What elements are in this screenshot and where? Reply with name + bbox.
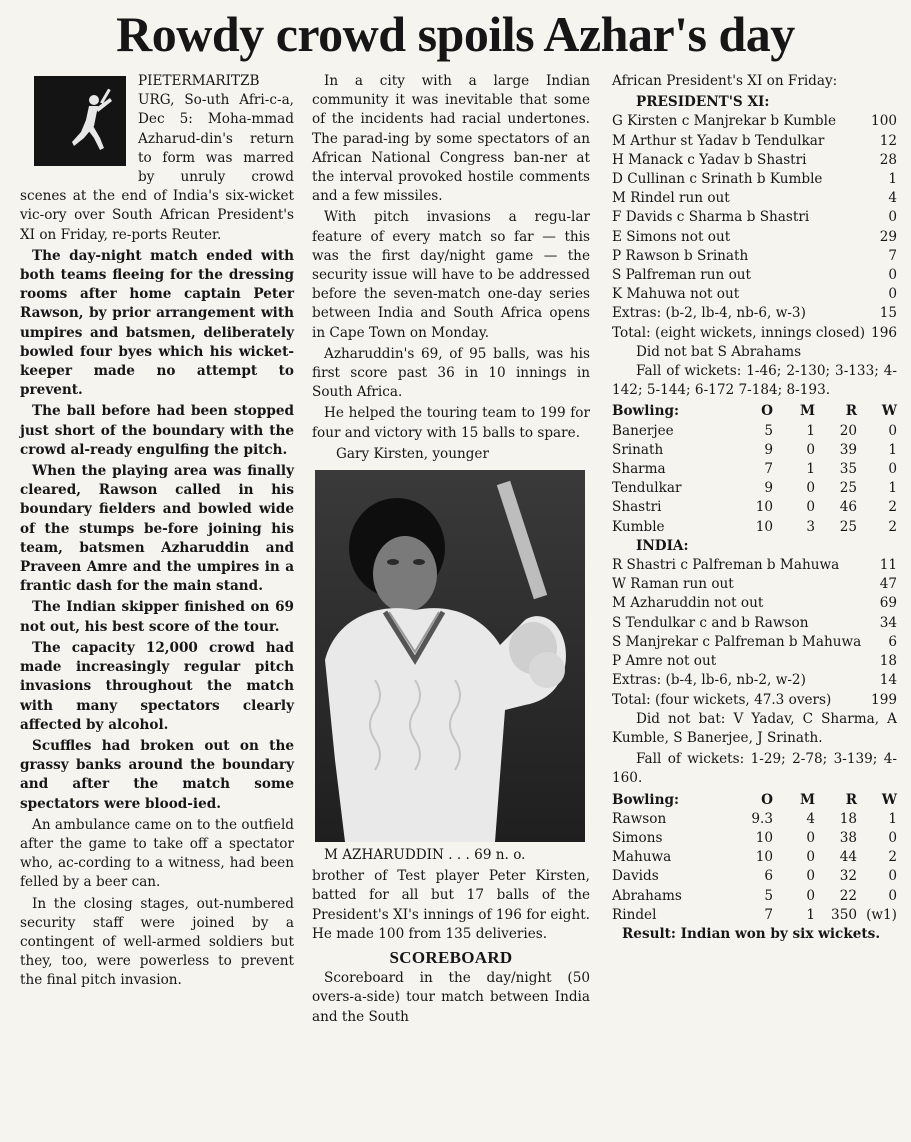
batting-entry: F Davids c Sharma b Shastri (612, 209, 810, 226)
batting-line (612, 247, 897, 266)
article-column-1 (20, 72, 294, 993)
batting-entry: Total: (four wickets, 47.3 overs) (612, 691, 832, 708)
batting-line (612, 189, 897, 208)
bowling-figure: 2 (888, 499, 897, 516)
article-paragraph: brother of Test player Peter Kirsten, batted for all but 17 balls of the President's XI's innings of 196 for eight. He made 100 from 135 deliveries. (312, 868, 590, 942)
bowling-figure: 7 (764, 906, 773, 923)
bowler-name: Abrahams (612, 887, 682, 904)
bowling-figure: 1 (806, 461, 815, 478)
bowler-name: Shastri (612, 499, 662, 516)
scoreboard-heading: SCOREBOARD (389, 948, 513, 968)
article-paragraph: In a city with a large Indian community it was inevitable that some of the incidents had racial undertones. The parad-ing by some spectators of an African National Congress ban-ner at the interval provoked hostile comments and a few missiles. (312, 73, 590, 205)
azharuddin-photo (315, 470, 585, 842)
presidents-xi-heading: PRESIDENT'S XI: (636, 94, 770, 111)
bowling-row (612, 906, 897, 925)
bowling-label: Bowling: (612, 791, 679, 808)
bowling-row (612, 441, 897, 460)
article-paragraph: Scuffles had broken out on the grassy banks around the boundary and after the match some spectators were blood-ied. (20, 737, 294, 812)
bowler-name: Simons (612, 829, 663, 846)
batting-entry: M Arthur st Yadav b Tendulkar (612, 132, 825, 149)
bowling-row (612, 867, 897, 886)
article-paragraph: PIETERMARITZB URG, So-uth Afri-c-a, Dec 5: Moha-mmad Azharud-din's return to form was marred by unruly crowd scenes at the end of India's six-wicket vic-ory over South African President's XI on Friday, re-ports Reuter. (20, 73, 294, 243)
bowling-figure: 1 (888, 480, 897, 497)
bowling-row (612, 848, 897, 867)
presidents-bowling-table (612, 791, 897, 925)
article-paragraph: The Indian skipper finished on 69 not out, his best score of the tour. (20, 599, 294, 635)
bowling-row (612, 460, 897, 479)
batting-score: 199 (871, 691, 897, 708)
bowling-figure: 4 (806, 810, 815, 827)
batting-score: 6 (888, 633, 897, 650)
bowling-column-header: R (845, 403, 857, 420)
article-paragraph: In the closing stages, out-numbered security staff were joined by a contingent of well-armed soldiers but they, too, were powerless to prevent the final pitch invasion. (20, 895, 294, 989)
bowling-figure: 2 (888, 518, 897, 535)
bowling-figure: 0 (806, 499, 815, 516)
batting-entry: S Tendulkar c and b Rawson (612, 614, 809, 631)
scoreboard-intro-continued: African President's XI on Friday: (612, 73, 838, 89)
bowling-row (612, 422, 897, 441)
bowling-figure: 5 (764, 887, 773, 904)
batting-line (612, 652, 897, 671)
batting-score: 0 (888, 286, 897, 303)
batting-line (612, 266, 897, 285)
batting-line (612, 575, 897, 594)
bowling-column-header: W (881, 791, 897, 808)
article-paragraph: Azharuddin's 69, of 95 balls, was his first score past 36 in 10 innings in South Africa. (312, 345, 590, 401)
bowler-name: Kumble (612, 518, 665, 535)
bowling-figure: 0 (888, 829, 897, 846)
batting-score: 11 (879, 557, 897, 574)
batting-line (612, 324, 897, 343)
headline: Rowdy crowd spoils Azhar's day (116, 6, 795, 62)
bowling-figure: 9 (764, 441, 773, 458)
bowling-figure: 10 (755, 499, 773, 516)
batting-line (612, 633, 897, 652)
batting-score: 28 (879, 151, 897, 168)
batting-score: 34 (879, 614, 897, 631)
match-result: Result: Indian won by six wickets. (622, 925, 881, 942)
bowler-name: Rawson (612, 810, 667, 827)
bowling-figure: 46 (839, 499, 857, 516)
bowling-figure: 0 (806, 829, 815, 846)
bowling-column-header: M (799, 403, 815, 420)
batting-line (612, 671, 897, 690)
batting-line (612, 228, 897, 247)
bowler-name: Rindel (612, 906, 657, 923)
batting-score: 0 (888, 209, 897, 226)
batting-line (612, 691, 897, 710)
batting-entry: S Manjrekar c Palfreman b Mahuwa (612, 633, 862, 650)
batting-line (612, 112, 897, 131)
bowler-name: Tendulkar (612, 480, 682, 497)
batting-entry: E Simons not out (612, 228, 731, 245)
batting-entry: G Kirsten c Manjrekar b Kumble (612, 113, 836, 130)
bowling-figure: 0 (806, 868, 815, 885)
article-paragraph: He helped the touring team to 199 for four and victory with 15 balls to spare. (312, 405, 590, 441)
bowling-figure: 20 (839, 422, 857, 439)
bowler-name: Banerjee (612, 422, 674, 439)
batting-score: 0 (888, 267, 897, 284)
article-paragraph: With pitch invasions a regu-lar feature of every match so far — this was the first day/night game — the security issue will have to be addressed before the seven-match one-day series between India and South Africa opens in Cape Town on Monday. (312, 209, 590, 341)
batting-score: 18 (879, 653, 897, 670)
bowling-figure: 0 (888, 422, 897, 439)
batting-entry: Total: (eight wickets, innings closed) (612, 324, 866, 341)
bowling-column-header: R (845, 791, 857, 808)
bowling-figure: 9.3 (751, 810, 773, 827)
batting-score: 12 (879, 132, 897, 149)
bowler-name: Sharma (612, 461, 666, 478)
bowling-figure: 38 (839, 829, 857, 846)
bowling-figure: 0 (888, 887, 897, 904)
bowling-figure: 0 (806, 849, 815, 866)
batting-line (612, 132, 897, 151)
bowling-figure: 9 (764, 480, 773, 497)
india-fall-of-wickets: Fall of wickets: 1-29; 2-78; 3-139; 4-160. (612, 751, 897, 787)
bowling-figure: 32 (839, 868, 857, 885)
batting-entry: K Mahuwa not out (612, 286, 740, 303)
scoreboard-intro: Scoreboard in the day/night (50 overs-a-side) tour match between India and the South (312, 970, 590, 1025)
batting-line (612, 285, 897, 304)
bowling-figure: 3 (806, 518, 815, 535)
batting-entry: H Manack c Yadav b Shastri (612, 151, 807, 168)
bowling-figure: 1 (806, 422, 815, 439)
bowling-figure: 1 (888, 441, 897, 458)
bowler-name: Davids (612, 868, 659, 885)
photo-caption: M AZHARUDDIN . . . 69 n. o. (324, 847, 526, 864)
article-paragraph: An ambulance came on to the outfield after the game to take off a spectator who, ac-cording to a witness, had been felled by a beer can. (20, 816, 294, 891)
bowling-figure: 0 (806, 887, 815, 904)
bowling-figure: 35 (839, 461, 857, 478)
presidents-did-not-bat: Did not bat S Abrahams (636, 343, 802, 360)
bowling-figure: 0 (888, 461, 897, 478)
batting-score: 1 (888, 171, 897, 188)
article-paragraph: When the playing area was finally cleared, Rawson called in his boundary fielders and bowled wide of the stumps be-fore joining his team, batsmen Azharuddin and Praveen Amre and the umpires in a frantic dash for the main stand. (20, 463, 294, 595)
article-paragraph: The day-night match ended with both teams fleeing for the dressing rooms after home captain Peter Rawson, by prior arrangement with umpires and batsmen, deliberately bowled four byes which his wicket-keeper made no attempt to prevent. (20, 247, 294, 399)
bowling-figure: 10 (755, 518, 773, 535)
bowling-row (612, 810, 897, 829)
batting-entry: Extras: (b-4, lb-6, nb-2, w-2) (612, 672, 806, 689)
batting-score: 7 (888, 247, 897, 264)
bowling-column-header: W (881, 403, 897, 420)
bowling-figure: 10 (755, 849, 773, 866)
india-batting (612, 556, 897, 710)
bowling-column-header: M (799, 791, 815, 808)
bowler-name: Srinath (612, 441, 664, 458)
presidents-fall-of-wickets: Fall of wickets: 1-46; 2-130; 3-133; 4-142; 5-144; 6-172 7-184; 8-193. (612, 363, 897, 399)
bowling-column-header: O (761, 791, 773, 808)
bowling-figure: 22 (839, 887, 857, 904)
batting-score: 100 (871, 113, 897, 130)
batting-entry: R Shastri c Palfreman b Mahuwa (612, 557, 840, 574)
bowling-figure: 25 (839, 480, 857, 497)
cricketer-thumbnail-image (34, 76, 126, 166)
bowling-column-header: O (761, 403, 773, 420)
bowling-row (612, 829, 897, 848)
batting-line (612, 556, 897, 575)
bowling-figure: (w1) (866, 906, 897, 923)
batting-entry: M Rindel run out (612, 190, 730, 207)
batting-score: 15 (879, 305, 897, 322)
india-did-not-bat: Did not bat: V Yadav, C Sharma, A Kumble, S Banerjee, J Srinath. (612, 710, 897, 746)
batting-line (612, 151, 897, 170)
bowling-row (612, 479, 897, 498)
bowling-figure: 0 (806, 441, 815, 458)
batting-line (612, 304, 897, 323)
bowling-figure: 2 (888, 849, 897, 866)
batting-entry: D Cullinan c Srinath b Kumble (612, 171, 823, 188)
batting-entry: Extras: (b-2, lb-4, nb-6, w-3) (612, 305, 806, 322)
batting-entry: P Rawson b Srinath (612, 247, 749, 264)
india-heading: INDIA: (636, 537, 689, 554)
batting-line (612, 208, 897, 227)
bowling-figure: 0 (806, 480, 815, 497)
batting-entry: P Amre not out (612, 653, 717, 670)
bowling-figure: 1 (806, 906, 815, 923)
bowling-figure: 5 (764, 422, 773, 439)
bowling-figure: 1 (888, 810, 897, 827)
bowling-figure: 350 (831, 906, 857, 923)
bowling-row (612, 518, 897, 537)
batting-score: 29 (879, 228, 897, 245)
bowling-row (612, 498, 897, 517)
bowling-figure: 18 (839, 810, 857, 827)
batting-entry: M Azharuddin not out (612, 595, 764, 612)
batting-line (612, 594, 897, 613)
batting-entry: W Raman run out (612, 576, 734, 593)
bowling-row (612, 887, 897, 906)
batting-line (612, 614, 897, 633)
article-paragraph: Gary Kirsten, younger (336, 445, 489, 462)
scoreboard-column (612, 72, 897, 944)
presidents-xi-batting (612, 112, 897, 342)
bowling-figure: 10 (755, 829, 773, 846)
india-bowling-table (612, 402, 897, 536)
batting-line (612, 170, 897, 189)
article-paragraph: The capacity 12,000 crowd had made increasingly regular pitch invasions throughout the match with many spectators clearly affected by alcohol. (20, 639, 294, 733)
bowling-figure: 39 (839, 441, 857, 458)
batting-score: 4 (888, 190, 897, 207)
batting-score: 14 (879, 672, 897, 689)
bowling-figure: 7 (764, 461, 773, 478)
article-column-2 (312, 72, 590, 1029)
batting-score: 47 (879, 576, 897, 593)
article-paragraph: The ball before had been stopped just short of the boundary with the crowd al-ready engulfing the pitch. (20, 403, 294, 458)
bowling-label: Bowling: (612, 403, 679, 420)
batting-entry: S Palfreman run out (612, 267, 751, 284)
bowling-figure: 0 (888, 868, 897, 885)
batting-score: 196 (871, 324, 897, 341)
bowling-figure: 6 (764, 868, 773, 885)
bowling-figure: 25 (839, 518, 857, 535)
bowler-name: Mahuwa (612, 849, 672, 866)
batting-score: 69 (879, 595, 897, 612)
bowling-figure: 44 (839, 849, 857, 866)
